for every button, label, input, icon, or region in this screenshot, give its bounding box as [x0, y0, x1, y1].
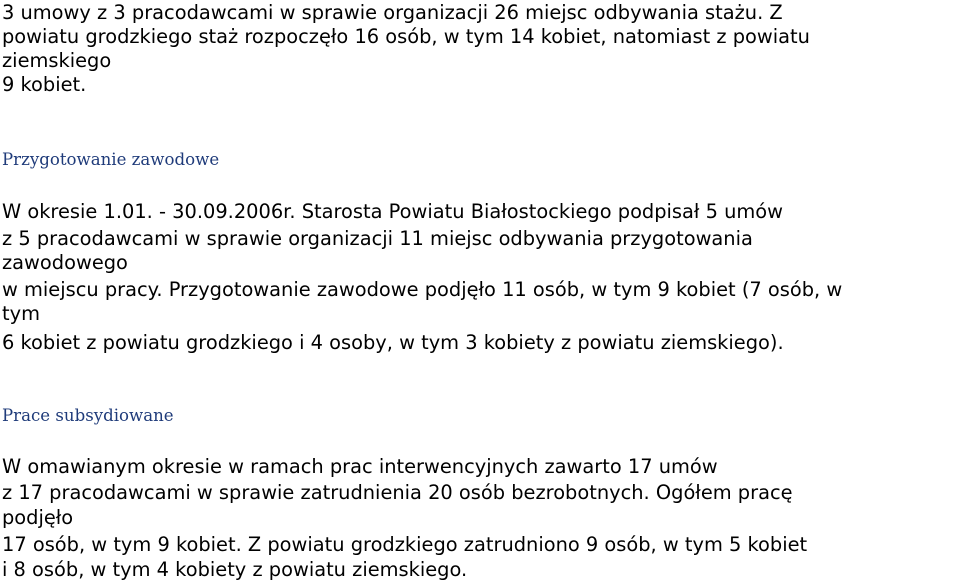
subsidized-line-4: 17 osób, w tym 9 kobiet. Z powiatu grodzkiego zatrudniono 9 osób, w tym 5 kobiet [2, 533, 808, 556]
subsidized-line-2: z 17 pracodawcami w sprawie zatrudnienia 20 osób bezrobotnych. Ogółem pracę [2, 481, 793, 504]
training-line-5: tym [2, 302, 40, 325]
intro-line-1: 3 umowy z 3 pracodawcami w sprawie organizacji 26 miejsc odbywania stażu. Z [2, 1, 783, 24]
training-line-6: 6 kobiet z powiatu grodzkiego i 4 osoby, w tym 3 kobiety z powiatu ziemskiego). [2, 331, 784, 354]
subsidized-line-5: i 8 osób, w tym 4 kobiety z powiatu ziemskiego. [2, 558, 468, 581]
section-heading-subsidized: Prace subsydiowane [2, 406, 174, 425]
training-line-1: W okresie 1.01. - 30.09.2006r. Starosta Powiatu Białostockiego podpisał 5 umów [2, 200, 783, 223]
subsidized-line-3: podjęło [2, 506, 74, 529]
intro-line-2: powiatu grodzkiego staż rozpoczęło 16 osób, w tym 14 kobiet, natomiast z powiatu [2, 25, 810, 48]
intro-line-4: 9 kobiet. [2, 73, 87, 96]
training-line-3: zawodowego [2, 251, 128, 274]
training-line-2: z 5 pracodawcami w sprawie organizacji 11 miejsc odbywania przygotowania [2, 227, 753, 250]
intro-line-3: ziemskiego [2, 49, 112, 72]
section-heading-training: Przygotowanie zawodowe [2, 150, 220, 169]
training-line-4: w miejscu pracy. Przygotowanie zawodowe podjęło 11 osób, w tym 9 kobiet (7 osób, w [2, 278, 843, 301]
subsidized-line-1: W omawianym okresie w ramach prac interwencyjnych zawarto 17 umów [2, 455, 718, 478]
